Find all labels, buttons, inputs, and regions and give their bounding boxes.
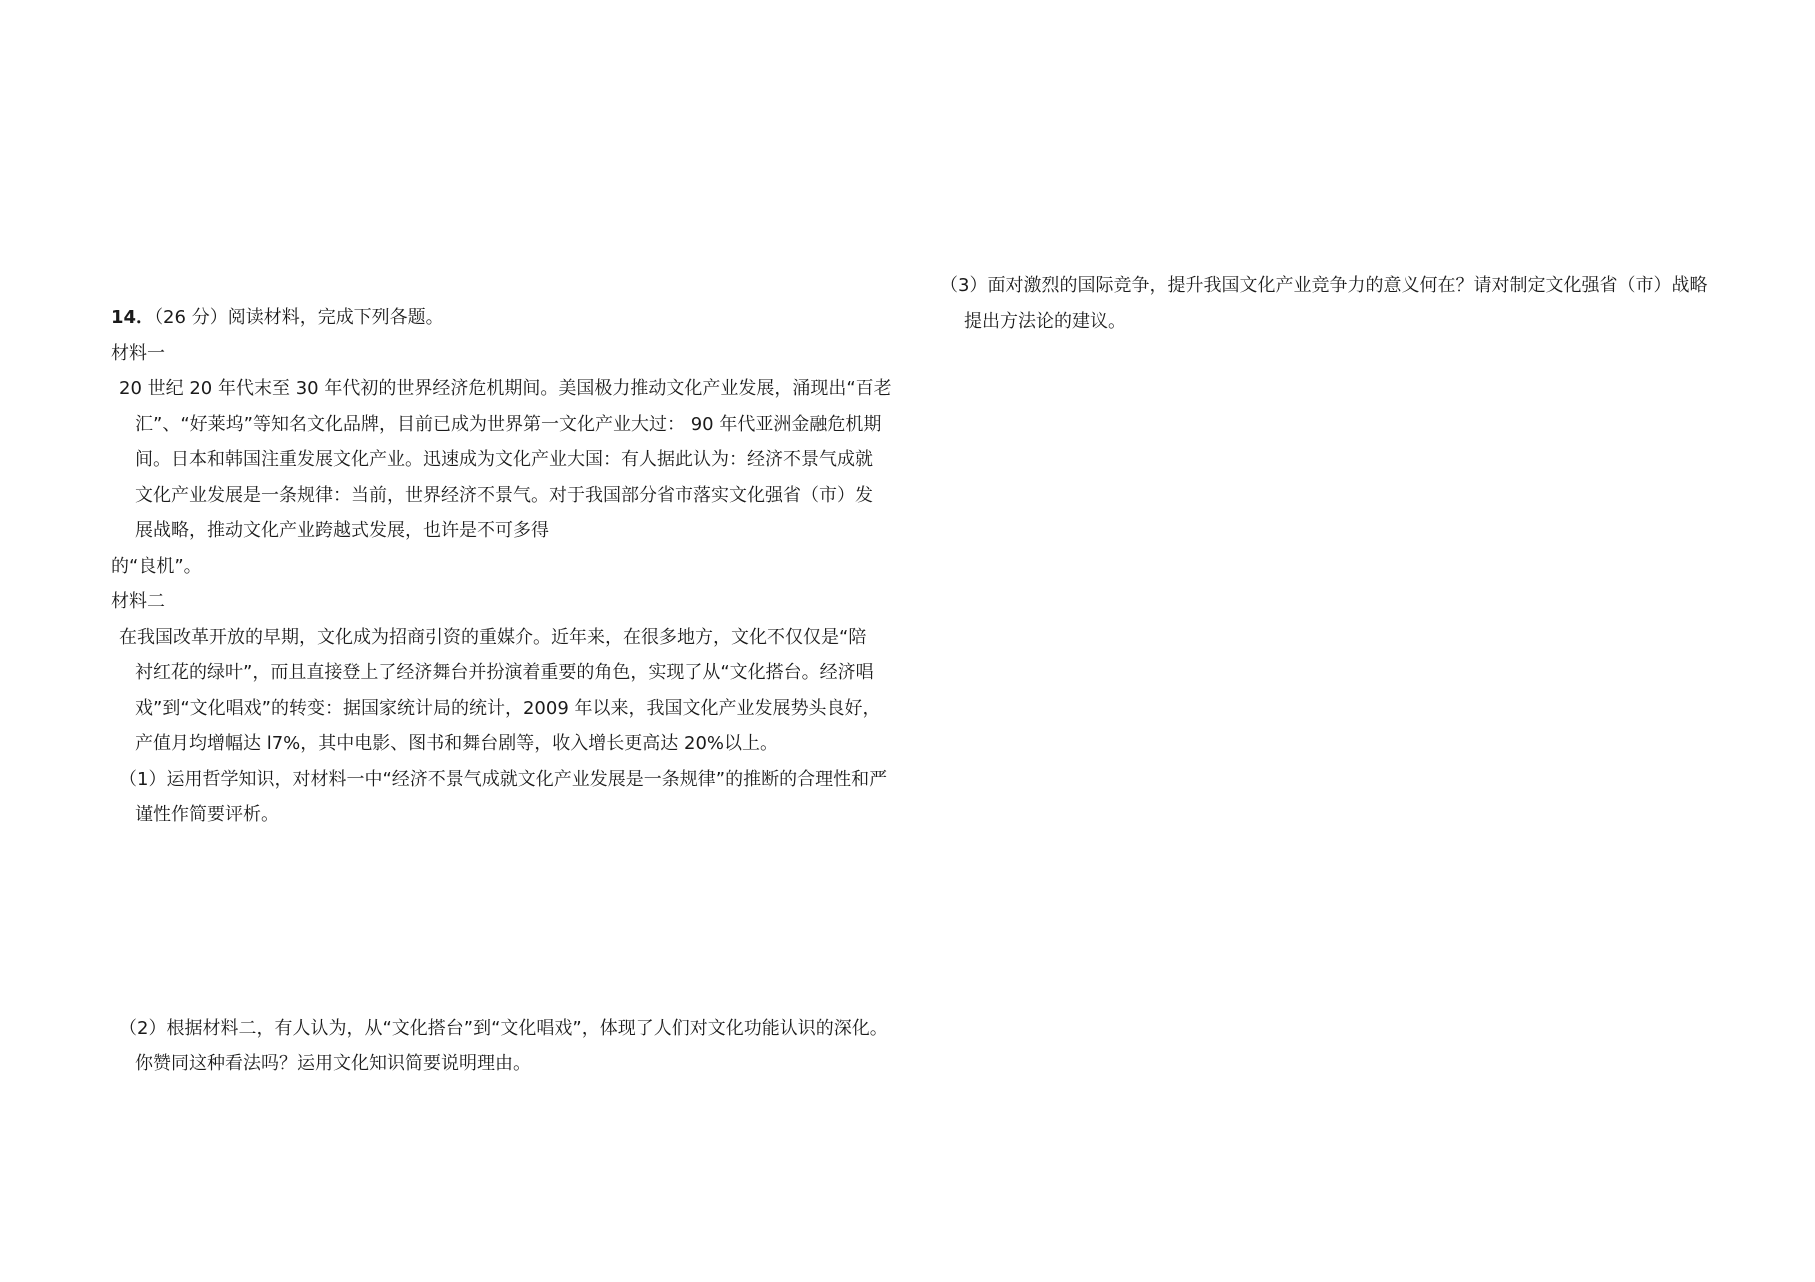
material-1-line: 文化产业发展是一条规律：当前，世界经济不景气。对于我国部分省市落实文化强省（市）发: [135, 484, 873, 506]
sub-question-2: （2）根据材料二，有人认为，从“文化搭台”到“文化唱戏”，体现了人们对文化功能认识的深化。: [119, 1017, 888, 1039]
material-1-label: 材料一: [111, 342, 165, 364]
material-1-tail: 的“良机”。: [111, 555, 202, 577]
material-2-line: 在我国改革开放的早期，文化成为招商引资的重媒介。近年来，在很多地方，文化不仅仅是“陪: [119, 626, 867, 648]
material-1-line: 展战略，推动文化产业跨越式发展，也许是不可多得: [135, 520, 549, 541]
sub-question-2-cont: 你赞同这种看法吗？运用文化知识简要说明理由。: [135, 1053, 531, 1074]
question-number: 14．: [111, 307, 155, 328]
sub-question-3-cont: 提出方法论的建议。: [964, 310, 1126, 332]
material-1-line: 汇”、“好莱坞”等知名文化品牌，目前已成为世界第一文化产业大过： 90 年代亚洲金融危机期: [135, 413, 882, 435]
left-column: [111, 300, 901, 1082]
sub-question-1: （1）运用哲学知识，对材料一中“经济不景气成就文化产业发展是一条规律”的推断的合理性和严: [119, 768, 888, 790]
sub-question-1-cont: 谨性作简要评析。: [135, 804, 279, 825]
material-2-line: 戏”到“文化唱戏”的转变：据国家统计局的统计，2009 年以来，我国文化产业发展势头良好，: [135, 697, 881, 719]
question-heading: （26 分）阅读材料，完成下列各题。: [154, 307, 444, 328]
sub-question-3: （3）面对激烈的国际竞争，提升我国文化产业竞争力的意义何在？请对制定文化强省（市）战略: [940, 275, 1708, 296]
material-1-line: 20 世纪 20 年代末至 30 年代初的世界经济危机期间。美国极力推动文化产业发展，涌现出“百老: [119, 378, 892, 399]
right-column: [940, 268, 1715, 339]
material-2-line: 产值月均增幅达 l7%，其中电影、图书和舞台剧等，收入增长更高达 20%以上。: [135, 733, 779, 754]
material-1-line: 间。日本和韩国注重发展文化产业。迅速成为文化产业大国：有人据此认为：经济不景气成就: [135, 449, 873, 470]
material-2-label: 材料二: [111, 591, 165, 612]
question-14-header: [111, 300, 901, 336]
material-2-line: 衬红花的绿叶”，而且直接登上了经济舞台并扮演着重要的角色，实现了从“文化搭台。经济唱: [135, 662, 874, 683]
